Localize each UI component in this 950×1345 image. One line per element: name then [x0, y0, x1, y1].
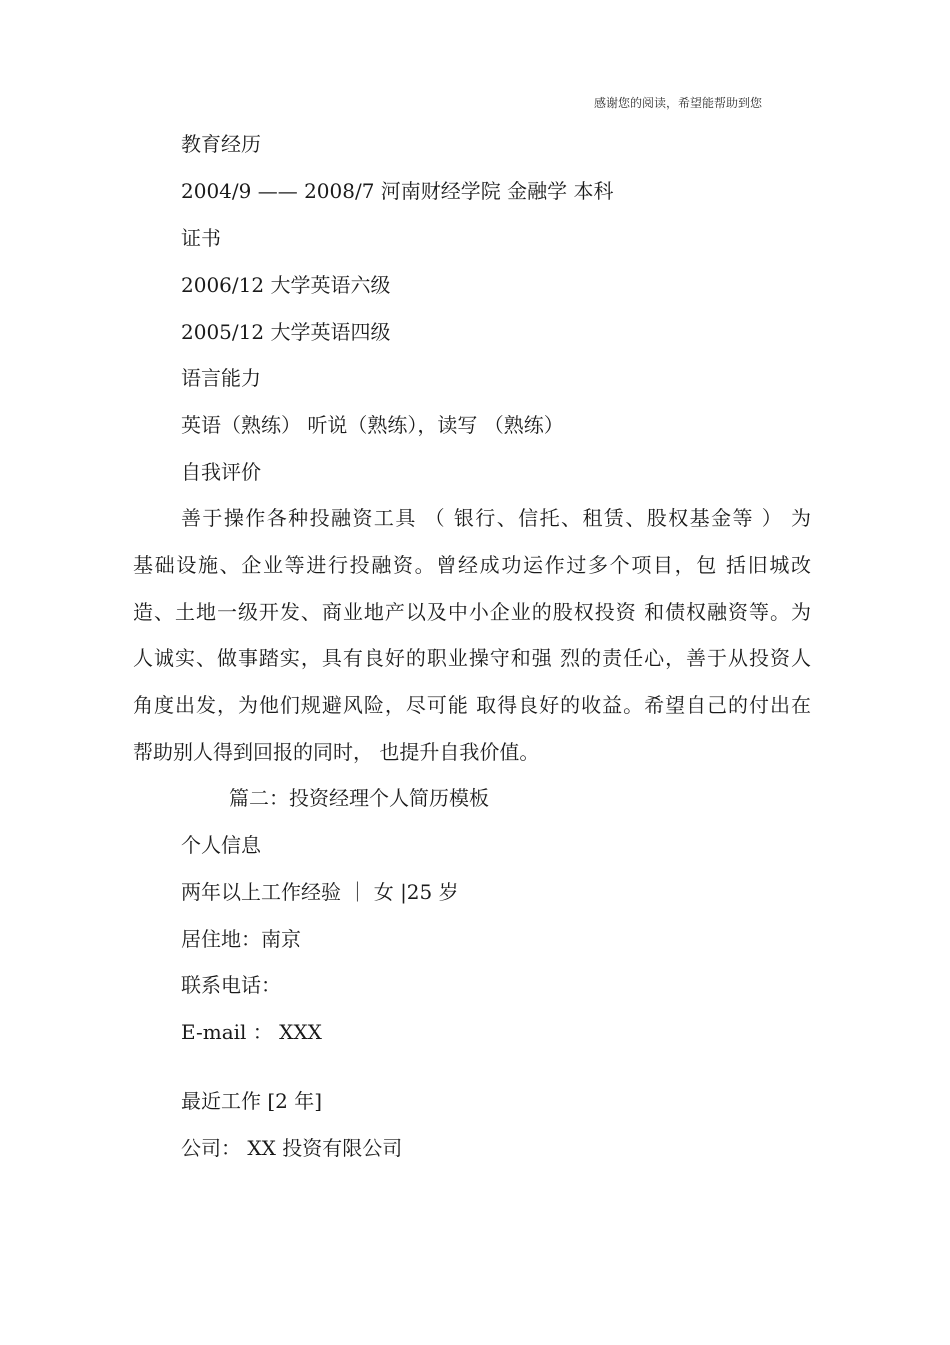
paragraph-line: 帮助别人得到回报的同时， 也提升自我价值。 [133, 739, 540, 764]
section-two-title: 篇二：投资经理个人简历模板 [229, 786, 489, 810]
header-note: 感谢您的阅读，希望能帮助到您 [594, 96, 763, 110]
personal-info-summary: 两年以上工作经验 ｜ 女 |25 岁 [181, 880, 459, 904]
certificate-item: 2006/12 大学英语六级 [181, 273, 391, 297]
self-eval-paragraph [133, 495, 811, 776]
paragraph-line: 善于操作各种投融资工具 （ 银行、信托、租赁、股权基金等 ） 为 [181, 506, 811, 530]
education-heading: 教育经历 [181, 132, 261, 156]
paragraph-line: 人诚实、做事踏实，具有良好的职业操守和强 烈的责任心，善于从投资人 [133, 646, 811, 671]
paragraph-line: 角度出发，为他们规避风险，尽可能 取得良好的收益。希望自己的付出在 [133, 693, 811, 718]
education-entry: 2004/9 —— 2008/7 河南财经学院 金融学 本科 [181, 179, 614, 203]
certificates-heading: 证书 [181, 226, 221, 250]
self-eval-heading: 自我评价 [181, 460, 261, 484]
paragraph-line: 造、土地一级开发、商业地产以及中小企业的股权投资 和债权融资等。为 [133, 599, 811, 624]
residence-line: 居住地：南京 [181, 927, 301, 951]
personal-info-heading: 个人信息 [181, 833, 261, 857]
paragraph-line: 基础设施、企业等进行投融资。曾经成功运作过多个项目，包 括旧城改 [133, 552, 811, 577]
email-line: E-mail ： XXX [181, 1020, 322, 1044]
company-line: 公司： XX 投资有限公司 [181, 1136, 403, 1160]
recent-work-heading: 最近工作 [2 年] [181, 1089, 323, 1113]
language-heading: 语言能力 [181, 366, 261, 390]
certificate-item: 2005/12 大学英语四级 [181, 320, 391, 344]
phone-line: 联系电话： [181, 973, 281, 997]
language-entry: 英语（熟练） 听说（熟练），读写 （熟练） [181, 413, 564, 437]
